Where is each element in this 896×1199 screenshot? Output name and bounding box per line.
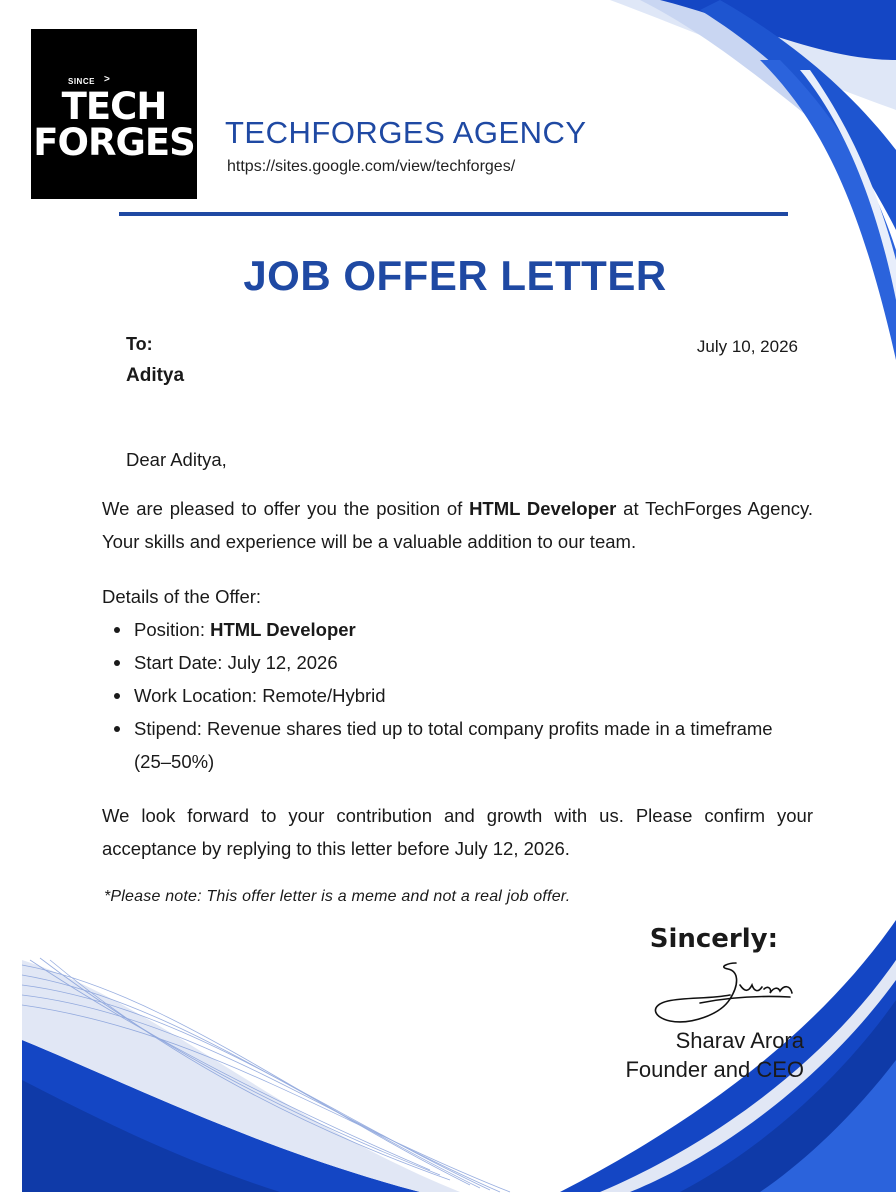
intro-paragraph <box>102 492 813 558</box>
recipient-label: To: <box>126 334 153 354</box>
closing-paragraph: We look forward to your contribution and growth with us. Please confirm your acceptance by replying to this letter before July 12, 2026. <box>102 805 813 859</box>
details-heading: Details of the Offer: <box>102 586 262 607</box>
logo-arrow-icon: > <box>104 74 110 85</box>
signer-name: Sharav Arora <box>675 1028 804 1053</box>
logo-since-text: SINCE <box>68 77 95 86</box>
position-value: HTML Developer <box>210 619 356 640</box>
intro-text-before: We are pleased to offer you the position of <box>102 498 470 519</box>
agency-name: TECHFORGES AGENCY <box>225 115 587 150</box>
disclaimer-note: *Please note: This offer letter is a meme and not a real job offer. <box>104 888 571 905</box>
letter-title: JOB OFFER LETTER <box>243 252 667 299</box>
header-divider <box>119 212 788 216</box>
position-label: Position: <box>134 619 211 640</box>
logo-line-2: FORGES <box>33 121 195 164</box>
intro-text-after: at TechForges Agency. Your skills and experience will be a valuable addition to our team. <box>102 498 813 552</box>
signer-block <box>625 1026 804 1084</box>
list-item-stipend: Stipend: Revenue shares tied up to total company profits made in a timeframe (25–50%) <box>102 712 813 778</box>
list-item-work-location: Work Location: Remote/Hybrid <box>102 679 813 712</box>
agency-url-link[interactable]: https://sites.google.com/view/techforges/ <box>227 158 516 175</box>
recipient-name: Aditya <box>126 365 185 386</box>
list-item-start-date: Start Date: July 12, 2026 <box>102 646 813 679</box>
logo-line-1: TECH <box>61 85 167 128</box>
company-logo <box>31 29 197 199</box>
intro-role: HTML Developer <box>469 498 617 519</box>
sign-off: Sincerly: <box>649 924 778 954</box>
list-item-position <box>102 613 813 646</box>
letter-date: July 10, 2026 <box>696 337 798 356</box>
signature-image <box>640 955 800 1030</box>
salutation: Dear Aditya, <box>126 449 227 470</box>
signer-role: Founder and CEO <box>625 1057 804 1082</box>
details-list <box>102 613 813 778</box>
